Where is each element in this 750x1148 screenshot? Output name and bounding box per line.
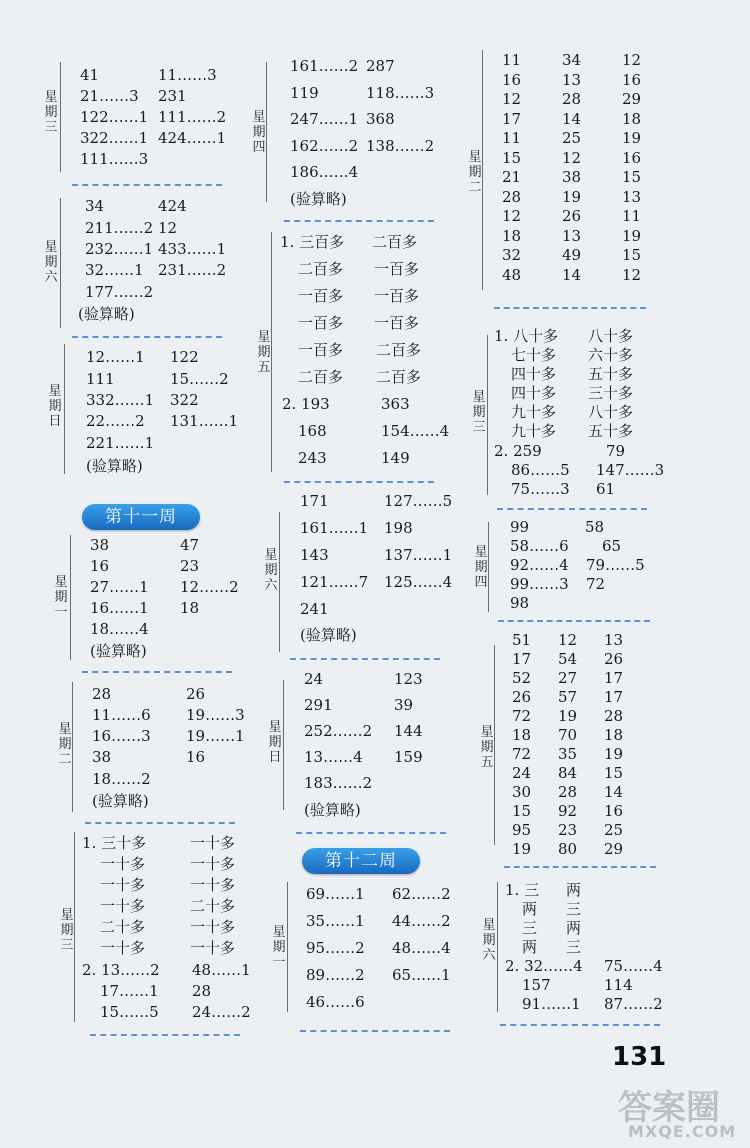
day-label: 星期四 [474,545,488,590]
section-divider [504,866,656,868]
answer: 两 [566,881,582,899]
answer: 1. 三十多 [82,834,147,852]
answer: 一十多 [190,939,236,957]
answer: 2. 193 [282,395,330,413]
answer: 241 [300,600,329,618]
day-label: 星期三 [60,908,74,953]
answer: 一百多 [374,314,420,332]
section-divider [90,1034,240,1036]
answer: 25 [604,821,624,839]
day-rule [74,832,75,1022]
answer: 122……1 [80,108,149,126]
answer: 23 [180,557,200,575]
answer: 12 [502,90,522,108]
answer: 111……2 [158,108,227,126]
answer: 247……1 [290,110,359,128]
answer: 34 [85,197,105,215]
answer: 159 [394,748,423,766]
answer: 95……2 [306,939,365,957]
answer: 39 [394,696,414,714]
answer: 69……1 [306,885,365,903]
day-rule [488,522,489,612]
section-divider [498,620,650,622]
answer: 72 [586,575,606,593]
watermark-url: MXQE.COM [628,1122,737,1141]
answer: 二十多 [100,918,146,936]
verification-note: (验算略) [290,190,347,208]
day-label: 星期三 [472,390,486,435]
answer: 30 [512,783,532,801]
answer: 12 [558,631,578,649]
section-divider [296,832,446,834]
answer: 111 [86,370,115,388]
answer: 127……5 [384,492,453,510]
section-divider [72,184,222,186]
answer: 二百多 [298,368,344,386]
answer: 125……4 [384,573,453,591]
answer: 二百多 [298,260,344,278]
answer: 19……1 [186,727,245,745]
verification-note: (验算略) [86,457,143,475]
answer: 79……5 [586,556,645,574]
answer: 14 [604,783,624,801]
day-label: 星期六 [482,918,496,963]
day-label: 星期二 [58,722,72,767]
answer: 16 [186,748,206,766]
answer: 231……2 [158,261,227,279]
day-label: 星期一 [272,925,286,970]
day-label: 星期日 [268,720,282,765]
answer: 23 [558,821,578,839]
day-label: 星期五 [257,330,271,375]
answer: 118……3 [366,84,435,102]
section-divider [284,481,434,483]
answer: 28 [92,685,112,703]
answer: 11 [502,51,522,69]
answer: 27……1 [90,578,149,596]
answer: 一十多 [100,876,146,894]
answer: 一百多 [298,287,344,305]
answer: 16 [604,802,624,820]
section-divider [284,220,434,222]
answer: 五十多 [588,365,634,383]
answer: 19 [562,187,582,206]
answer: 48 [502,265,522,284]
answer: 18 [180,599,200,617]
verification-note: (验算略) [90,642,147,660]
answer: 1. 三 [505,881,540,899]
answer: 154……4 [381,422,450,440]
answer: 2. 13……2 [82,961,160,979]
answer: 13 [562,226,582,245]
answer: 79 [606,442,626,460]
answer: 17 [604,669,624,687]
answer: 232……1 [85,240,154,258]
answer: 147……3 [596,461,665,479]
answer: 38 [90,536,110,554]
answer: 12……1 [86,348,145,366]
answer: 11 [502,129,522,147]
answer: 一十多 [100,855,146,873]
answer: 111……3 [80,150,149,168]
answer: 75……3 [511,480,570,498]
answer: 17……1 [100,982,159,1000]
answer: 19 [622,226,642,245]
answer: 18……4 [90,620,149,638]
answer: 14 [562,109,582,128]
answer: 65……1 [392,966,451,984]
answer: 九十多 [511,403,557,421]
answer: 18 [622,109,642,128]
answer: 六十多 [588,346,634,364]
answer: 15 [512,802,532,820]
answer: 15 [604,764,624,782]
answer: 162……2 [290,137,359,155]
answer: 二百多 [376,341,422,359]
answer: 16……3 [92,727,151,745]
answer: 16 [502,70,522,89]
answer: 44……2 [392,912,451,930]
day-label: 星期六 [264,548,278,593]
answer: 29 [622,90,642,108]
answer: 35……1 [306,912,365,930]
watermark-logo: 答案圈 [618,1088,720,1128]
answer: 38 [562,168,582,186]
answer: 15 [622,246,642,264]
answer: 12 [622,265,642,284]
answer: 17 [604,688,624,706]
answer: 15……2 [170,370,229,388]
answer: 15……5 [100,1003,159,1021]
answer: 12 [502,207,522,225]
answer: 11 [622,207,642,225]
answer: 149 [381,449,410,467]
day-rule [497,882,498,1012]
answer: 11……3 [158,66,217,84]
day-rule [72,682,73,812]
answer: 98 [510,594,530,612]
answer: 183……2 [304,774,373,792]
answer: 231 [158,87,187,105]
answer: 114 [604,976,633,994]
answer: 211……2 [85,219,154,237]
answer: 122 [170,348,199,366]
answer: 四十多 [511,384,557,402]
verification-note: (验算略) [304,801,361,819]
answer: 19 [604,745,624,763]
section-divider [85,822,235,824]
answer: 119 [290,84,319,102]
section-divider [82,671,232,673]
answer: 一十多 [190,834,236,852]
answer: 24 [304,670,324,688]
answer: 363 [381,395,410,413]
answer: 五十多 [588,422,634,440]
answer: 25 [562,129,582,147]
answer: 24 [512,764,532,782]
answer: 29 [604,840,624,858]
answer: 12……2 [180,578,239,596]
answer: 287 [366,57,395,75]
answer: 三 [566,938,582,956]
answer: 17 [502,109,522,128]
answer: 243 [298,449,327,467]
answer: 二十多 [190,897,236,915]
answer: 三 [566,900,582,918]
week-badge: 第十二周 [302,848,420,874]
answer: 三 [522,919,538,937]
answer: 48……1 [192,961,251,979]
answer: 143 [300,546,329,564]
day-rule [494,645,495,845]
answer: 28 [558,783,578,801]
answer: 26 [186,685,206,703]
answer: 2. 259 [494,442,542,460]
answer: 89……2 [306,966,365,984]
answer: 28 [604,707,624,725]
day-label: 星期二 [468,150,482,195]
answer: 171 [300,492,329,510]
answer: 52 [512,669,532,687]
answer: 144 [394,722,423,740]
answer: 121……7 [300,573,369,591]
day-rule [482,50,483,290]
answer: 19 [558,707,578,725]
answer: 2. 32……4 [505,957,583,975]
answer: 16 [622,148,642,167]
answer: 26 [512,688,532,706]
answer: 161……1 [300,519,369,537]
answer: 72 [512,745,532,763]
answer: 26 [604,650,624,668]
answer: 四十多 [511,365,557,383]
answer: 12 [562,148,582,167]
answer: 91……1 [522,995,581,1013]
answer: 198 [384,519,413,537]
day-rule [60,62,61,172]
day-label: 星期日 [48,384,62,429]
answer: 15 [622,168,642,186]
day-label: 星期四 [252,110,266,155]
answer: 47 [180,536,200,554]
day-rule [64,344,65,474]
answer: 186……4 [290,163,359,181]
answer: 一十多 [100,897,146,915]
answer: 424……1 [158,129,227,147]
day-rule [60,198,61,328]
day-rule [70,535,71,660]
answer: 1. 三百多 [280,233,345,251]
answer: 65 [602,537,622,555]
answer: 13 [604,631,624,649]
answer: 22……2 [86,412,145,430]
answer: 38 [92,748,112,766]
answer: 34 [562,51,582,69]
answer: 19 [512,840,532,858]
answer: 三十多 [588,384,634,402]
answer: 一十多 [100,939,146,957]
answer: 177……2 [85,283,154,301]
answer: 18……2 [92,770,151,788]
answer: 二百多 [372,233,418,251]
answer: 221……1 [86,434,155,452]
answer: 19 [622,129,642,147]
answer: 291 [304,696,333,714]
answer: 46……6 [306,993,365,1011]
answer: 16 [90,557,110,575]
answer: 161……2 [290,57,359,75]
day-rule [271,232,272,472]
section-divider [494,307,646,309]
day-rule [283,680,284,810]
answer: 一百多 [298,341,344,359]
day-label: 星期六 [44,240,58,285]
answer: 七十多 [511,346,557,364]
day-rule [487,335,488,495]
answer: 28 [192,982,212,1000]
answer: 92 [558,802,578,820]
answer: 332……1 [86,391,155,409]
answer: 157 [522,976,551,994]
answer: 两 [522,900,538,918]
day-rule [287,882,288,1012]
answer: 八十多 [588,327,634,345]
answer: 70 [558,726,578,744]
answer: 80 [558,840,578,858]
day-label: 星期一 [54,575,68,620]
answer: 87……2 [604,995,663,1013]
answer: 32 [502,246,522,264]
answer: 61 [596,480,616,498]
answer: 48……4 [392,939,451,957]
answer: 131……1 [170,412,239,430]
answer: 252……2 [304,722,373,740]
answer: 75……4 [604,957,663,975]
answer: 18 [604,726,624,744]
day-label: 星期三 [44,90,58,135]
answer: 26 [562,207,582,225]
week-badge: 第十一周 [82,504,200,530]
answer: 21……3 [80,87,139,105]
day-label: 星期五 [480,725,494,770]
answer: 322 [170,391,199,409]
day-rule [279,512,280,652]
section-divider [497,508,647,510]
verification-note: (验算略) [300,626,357,644]
answer: 一十多 [190,876,236,894]
answer: 99 [510,518,530,536]
answer: 12 [158,219,178,237]
answer: 15 [502,148,522,167]
answer: 99……3 [510,575,569,593]
verification-note: (验算略) [92,792,149,810]
answer: 九十多 [511,422,557,440]
answer: 两 [566,919,582,937]
answer: 18 [512,726,532,744]
answer: 21 [502,168,522,186]
answer: 16 [622,70,642,89]
answer: 28 [502,187,522,206]
answer: 41 [80,66,100,84]
answer: 18 [502,226,522,245]
answer: 28 [562,90,582,108]
answer: 13 [562,70,582,89]
answer: 322……1 [80,129,149,147]
answer: 58……6 [510,537,569,555]
answer: 1. 八十多 [494,327,559,345]
page-number: 131 [612,1042,667,1072]
section-divider [290,658,440,660]
answer: 两 [522,938,538,956]
answer: 二百多 [376,368,422,386]
answer: 35 [558,745,578,763]
section-divider [72,336,222,338]
answer: 17 [512,650,532,668]
answer: 49 [562,246,582,264]
answer: 一百多 [374,260,420,278]
answer: 13……4 [304,748,363,766]
answer: 123 [394,670,423,688]
answer: 一百多 [298,314,344,332]
answer: 32……1 [85,261,144,279]
day-rule [266,62,267,202]
answer: 14 [562,265,582,284]
answer: 86……5 [511,461,570,479]
answer: 433……1 [158,240,227,258]
answer: 92……4 [510,556,569,574]
answer: 11……6 [92,706,151,724]
answer: 16……1 [90,599,149,617]
answer: 12 [622,51,642,69]
answer: 95 [512,821,532,839]
answer: 137……1 [384,546,453,564]
answer: 84 [558,764,578,782]
answer: 54 [558,650,578,668]
section-divider [300,1030,450,1032]
answer: 368 [366,110,395,128]
answer: 58 [585,518,605,536]
answer: 168 [298,422,327,440]
answer: 424 [158,197,187,215]
answer: 八十多 [588,403,634,421]
answer: 一十多 [190,855,236,873]
verification-note: (验算略) [78,305,135,323]
answer: 51 [512,631,532,649]
answer: 24……2 [192,1003,251,1021]
answer: 一百多 [374,287,420,305]
answer: 一十多 [190,918,236,936]
answer: 72 [512,707,532,725]
answer: 57 [558,688,578,706]
answer: 13 [622,187,642,206]
answer: 27 [558,669,578,687]
answer: 19……3 [186,706,245,724]
section-divider [500,1024,660,1026]
answer: 62……2 [392,885,451,903]
answer: 138……2 [366,137,435,155]
